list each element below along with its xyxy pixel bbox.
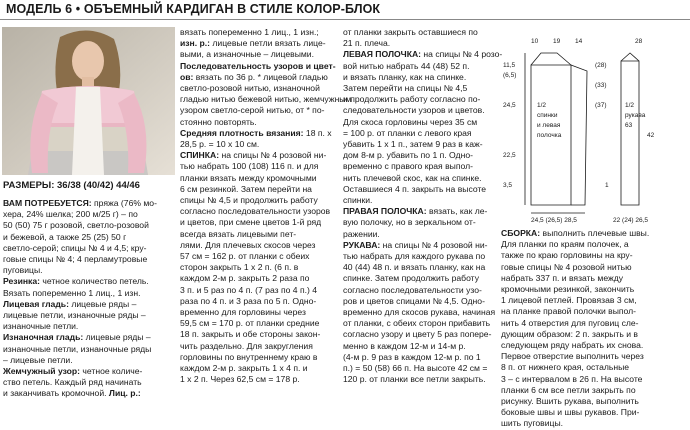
- text-line: [180, 184, 335, 195]
- text-line: [180, 307, 335, 318]
- text-line-body: 6 см резинкой. Затем перейти на: [180, 183, 312, 194]
- text-line-body: согласно последовательности узоров: [180, 206, 331, 217]
- text-line-body: говые спицы № 4; 4 перламутровые: [3, 254, 148, 265]
- text-line: [501, 340, 687, 351]
- text-line-body: от планки закрыть оставшиеся по: [343, 27, 478, 37]
- diagram-label: 42: [647, 132, 655, 139]
- text-line: [180, 374, 335, 385]
- text-line: [3, 288, 175, 299]
- text-line-body: дом 8-м р. убавить по 1 п. Одно-: [343, 150, 473, 161]
- text-line-body: п.) = 50 (58) 66 п. На высоте 42 см =: [343, 363, 488, 374]
- text-line-body: ство петель. Каждый ряд начинать: [3, 377, 142, 388]
- text-line: [3, 254, 175, 265]
- text-line-body: вую полочку, но в зеркальном от-: [343, 217, 476, 228]
- text-line-body: 8 п. от нижнего края, остальные: [501, 362, 630, 373]
- text-line-body: лицевые петли, изнаночные ряды –: [3, 310, 146, 321]
- text-line: [3, 388, 175, 399]
- text-line-body: на спицы № 4 розо-: [421, 49, 503, 60]
- text-column-materials: [3, 198, 175, 400]
- text-line: [3, 321, 175, 332]
- text-line-body: всегда вязать лицевыми пет-: [180, 228, 297, 239]
- text-line-body: нить плечевой скос, как на спинке.: [343, 172, 482, 183]
- diagram-label: (6,5): [503, 72, 517, 79]
- text-line: [3, 198, 175, 209]
- text-line: [501, 228, 687, 239]
- diagram-label: 11,5: [503, 62, 516, 69]
- text-line-body: 57 см = 162 р. от планки с обеих: [180, 251, 310, 262]
- text-line: [180, 139, 335, 150]
- text-line: [180, 285, 335, 296]
- text-line: [180, 229, 335, 240]
- text-line-body: изнаночные петли.: [3, 321, 79, 332]
- diagram-label: 1: [605, 182, 609, 189]
- text-line-body: выми, а изнаночные – лицевыми.: [180, 49, 314, 60]
- text-line-body: чить раздельно. Для закругления: [180, 340, 313, 351]
- text-line-lead: Последовательность узоров и цвет-: [180, 60, 336, 71]
- text-line: [343, 217, 493, 228]
- text-line: [180, 195, 335, 206]
- diagram-label: 1/2: [625, 102, 635, 109]
- text-line: [343, 161, 493, 172]
- text-line-body: тью набрать 100 (108) 116 п. и для: [180, 161, 319, 172]
- text-line: [180, 363, 335, 374]
- text-line-body: (4-м р. 9 раз в каждом 12-м р. по 1: [343, 351, 481, 362]
- text-line-body: и цветов, при смене цветов 1-й ряд: [180, 217, 322, 228]
- text-line-body: Для планки по краям полочек, а: [501, 239, 629, 250]
- text-line-body: 59,5 см = 170 р. от планки средние: [180, 318, 320, 329]
- text-line-lead: Средняя плотность вязания:: [180, 127, 304, 138]
- diagram-label: (33): [595, 82, 607, 89]
- text-line-lead: ВАМ ПОТРЕБУЕТСЯ:: [3, 198, 92, 208]
- diagram-label: (37): [595, 102, 607, 109]
- text-line-body: от планки, с обеих сторон прибавить: [343, 318, 491, 329]
- text-line: [3, 310, 175, 321]
- text-line-body: и вязать планку, как на спинке.: [343, 71, 467, 82]
- diagram-label: (28): [595, 62, 607, 69]
- text-line-body: изнаночные петли, изнаночные ряды: [3, 343, 152, 354]
- text-line: [501, 284, 687, 295]
- text-line: [343, 139, 493, 150]
- text-line: [343, 206, 493, 217]
- model-photo: [2, 27, 175, 175]
- text-line-body: лицевые ряды –: [83, 332, 151, 343]
- text-line-body: 1 х 2 п. Через 62,5 см = 178 р.: [180, 374, 300, 385]
- text-line-body: 120 р. от планки все петли закрыть.: [343, 374, 486, 385]
- text-line: [343, 150, 493, 161]
- diagram-label: полочка: [537, 132, 562, 139]
- text-line-body: пуговицы.: [3, 265, 43, 276]
- text-line-body: гладью нитью бежевой нитью, жемчужным: [180, 94, 352, 105]
- text-line-body: нить 4 отверстия для пуговиц сле-: [501, 317, 639, 328]
- text-line-body: кромочными резинкой, закончить: [501, 284, 635, 295]
- diagram-label: 22,5: [503, 152, 516, 159]
- text-line: [180, 341, 335, 352]
- diagram-label: 10: [531, 38, 539, 45]
- text-line: [180, 27, 335, 38]
- text-line-body: на планке правой полочки выпол-: [501, 306, 637, 317]
- text-line: [343, 240, 493, 251]
- text-line-body: и бежевой, а также 25 (25) 50 г: [3, 231, 127, 242]
- text-line-body: лицевые петли вязать лице-: [210, 38, 326, 49]
- text-line: [343, 273, 493, 284]
- text-line-body: набрать 337 п. и вязать между: [501, 272, 624, 283]
- text-line: [343, 72, 493, 83]
- text-line: [343, 341, 493, 352]
- text-line-body: светло-серой; спицы № 4 и 4,5; кру-: [3, 242, 147, 253]
- text-line-body: 3 п. и 5 раз по 4 п. (7 раз по 4 п.) 4: [180, 284, 318, 295]
- text-line-lead: Изнаночная гладь:: [3, 332, 84, 343]
- text-line-body: 21 п. плеча.: [343, 38, 391, 49]
- text-line: [343, 251, 493, 262]
- text-line: [3, 276, 175, 287]
- text-line-body: 18 п. х: [303, 127, 332, 138]
- diagram-label: 14: [575, 38, 583, 45]
- text-line-body: и продолжить работу согласно по-: [343, 94, 481, 105]
- text-line: [501, 295, 687, 306]
- diagram-label: 19: [553, 38, 561, 45]
- text-line: [501, 362, 687, 373]
- text-line-body: следовательности узоров и цветов.: [343, 105, 485, 116]
- text-line: [180, 296, 335, 307]
- text-line-body: согласно последовательности узо-: [343, 284, 482, 295]
- text-line-body: раза по 4 п. и 3 раза по 5 п. Одно-: [180, 295, 317, 306]
- text-line: [501, 318, 687, 329]
- text-line: [180, 117, 335, 128]
- text-line-body: 28,5 р. = 10 х 10 см.: [180, 139, 260, 150]
- text-line: [501, 407, 687, 418]
- text-line-lead: СПИНКА:: [180, 150, 220, 161]
- text-line: [180, 262, 335, 273]
- text-line: [343, 229, 493, 240]
- text-line: [3, 209, 175, 220]
- text-line: [180, 94, 352, 105]
- text-line-lead: СБОРКА:: [501, 228, 541, 238]
- text-line-body: рисунку. Вшить рукава, выполнить: [501, 396, 639, 407]
- text-line-body: Вязать попеременно 1 лиц., 1 изн.: [3, 287, 141, 298]
- text-line-body: временно для горловины через: [180, 307, 306, 318]
- text-line-body: спинки.: [343, 195, 373, 206]
- text-line-body: шить пуговицы.: [501, 418, 564, 429]
- text-line: [3, 344, 175, 355]
- diagram-label: 24,5: [503, 102, 516, 109]
- text-line: [180, 318, 335, 329]
- text-line: [3, 243, 175, 254]
- diagram-label: 1/2: [537, 102, 547, 109]
- text-line: [343, 61, 493, 72]
- text-line: [343, 307, 496, 318]
- sizes-heading: РАЗМЕРЫ: 36/38 (40/42) 44/46: [3, 180, 140, 191]
- text-line-body: боковые швы и швы рукавов. При-: [501, 407, 640, 418]
- text-line: [343, 352, 493, 363]
- text-line-body: стоянно повторять.: [180, 116, 257, 127]
- text-line-body: 50 (50) 75 г розовой, светло-розовой: [3, 220, 149, 231]
- text-line-body: лями. Для плечевых скосов через: [180, 239, 316, 250]
- text-line: [501, 250, 687, 261]
- text-line-body: убавить 1 х 1 п., затем 9 раз в каж-: [343, 139, 483, 150]
- text-line: [180, 72, 335, 83]
- text-line-body: тью набрать для каждого рукава по: [343, 251, 486, 262]
- text-line: [180, 329, 335, 340]
- text-line: [343, 94, 493, 105]
- text-line: [180, 128, 335, 139]
- text-line-body: и заканчивать кромочной.: [3, 388, 107, 399]
- text-line-lead: изн. р.:: [180, 38, 211, 49]
- text-line-body: временно с правого края выпол-: [343, 161, 473, 172]
- text-line-body: Для скоса горловины через 35 см: [343, 116, 478, 127]
- text-line-body: 3 – с интервалом в 26 п. На высоте: [501, 373, 643, 384]
- text-line-body: лицевые ряды –: [68, 298, 137, 309]
- text-line: [3, 220, 175, 231]
- text-line: [180, 38, 335, 49]
- text-line-body: Первое отверстие выполнить через: [501, 351, 644, 362]
- text-column-back: [180, 27, 352, 386]
- text-line-body: пряжа (76% мо-: [91, 198, 157, 208]
- text-line: [343, 184, 493, 195]
- text-line-body: = 100 р. от планки с левого края: [343, 127, 472, 138]
- text-line-body: спицы № 4,5 и продолжить работу: [180, 195, 318, 206]
- text-line: [343, 195, 493, 206]
- text-line-body: выполнить плечевые швы.: [540, 228, 650, 238]
- text-line: [180, 173, 335, 184]
- text-line: [343, 38, 493, 49]
- text-line-body: сторон закрыть 1 х 2 п. (6 п. в: [180, 262, 299, 273]
- text-line-body: 1 лицевой петлей. Провязав 3 см,: [501, 295, 637, 306]
- text-line-body: 40 (44) 48 п. и вязать планку, как на: [343, 262, 486, 273]
- text-line-body: горловины по внутреннему краю в: [180, 351, 318, 362]
- text-line-body: узором светло-серой нитью, от * по-: [180, 105, 325, 116]
- text-line: [501, 396, 687, 407]
- text-line: [343, 128, 493, 139]
- text-column-fronts-sleeves: [343, 27, 503, 386]
- pattern-diagrams: [501, 27, 687, 225]
- text-line: [501, 418, 687, 429]
- text-line-body: четное количество петель.: [40, 276, 149, 287]
- text-line: [180, 150, 335, 161]
- diagram-label: 22 (24) 26,5: [613, 217, 649, 224]
- page-header: [0, 0, 690, 20]
- text-line: [343, 49, 503, 60]
- model-photo-illustration: [2, 27, 175, 175]
- text-line: [343, 318, 493, 329]
- diagram-label: 28: [635, 38, 643, 45]
- text-line: [501, 239, 687, 250]
- text-line: [501, 385, 687, 396]
- text-line-body: каждом 2-м р. закрыть 1 х 4 п. и: [180, 363, 308, 374]
- text-line: [3, 232, 175, 243]
- text-line: [501, 329, 687, 340]
- text-line-body: на спицы № 4 розовой ни-: [380, 239, 488, 250]
- text-line: [3, 299, 175, 310]
- diagram-labels: [503, 38, 655, 224]
- text-line: [3, 265, 175, 276]
- text-line-lead: ов:: [180, 71, 194, 82]
- text-line: [180, 83, 335, 94]
- text-column-assembly: [501, 228, 687, 430]
- diagram-label: 24,5 (26,5) 28,5: [531, 217, 577, 224]
- text-line-body: менно в каждом 12-м и 14-м р.: [343, 340, 466, 351]
- text-line: [343, 83, 493, 94]
- text-line-lead: ПРАВАЯ ПОЛОЧКА:: [343, 206, 427, 217]
- text-line: [343, 296, 493, 307]
- text-line-body: на спицы № 4 розовой ни-: [219, 150, 327, 161]
- text-line-body: ражении.: [343, 228, 380, 239]
- text-line-body: Затем перейти на спицы № 4,5: [343, 83, 468, 94]
- text-line: [180, 273, 335, 284]
- text-line: [180, 217, 335, 228]
- text-line-body: светло-розовой нитью, изнаночной: [180, 83, 320, 94]
- pattern-schematic: [501, 27, 687, 225]
- text-line-lead: Резинка:: [3, 276, 40, 287]
- text-line: [343, 329, 493, 340]
- text-line-body: говые спицы № 4 розовой нитью: [501, 261, 632, 272]
- text-line: [343, 363, 493, 374]
- page-title: МОДЕЛЬ 6 • ОБЪЕМНЫЙ КАРДИГАН В СТИЛЕ КОЛОР-БЛОК: [6, 2, 381, 16]
- text-line: [180, 206, 335, 217]
- text-line: [343, 173, 493, 184]
- diagram-label: рукава: [625, 112, 646, 119]
- text-line-body: каждом 2-м р. закрыть 2 раза по: [180, 273, 310, 284]
- text-line: [180, 251, 335, 262]
- text-line-body: вязать по 36 р. * лицевой гладью: [193, 71, 328, 82]
- text-line-body: согласно узору и цвету 5 раз попере-: [343, 329, 492, 340]
- diagram-label: 63: [625, 122, 633, 129]
- text-line-body: дующим образом: 2 п. закрыть и в: [501, 328, 638, 339]
- text-line-body: планки вязать между кромочными: [180, 172, 317, 183]
- text-line: [180, 240, 335, 251]
- text-line-lead: Жемчужный узор:: [3, 366, 81, 377]
- text-line-lead: Лицевая гладь:: [3, 298, 69, 309]
- text-line-lead: РУКАВА:: [343, 239, 381, 250]
- text-line: [180, 105, 335, 116]
- text-line: [343, 117, 493, 128]
- text-line: [501, 374, 687, 385]
- text-line: [501, 306, 687, 317]
- text-line: [180, 161, 335, 172]
- text-line: [501, 351, 687, 362]
- text-line: [343, 262, 493, 273]
- text-line-body: вязать попеременно 1 лиц., 1 изн.;: [180, 27, 319, 37]
- text-line-body: также по краю горловины на кру-: [501, 250, 633, 261]
- text-line: [3, 332, 175, 343]
- text-line-body: Оставшиеся 4 п. закрыть на высоте: [343, 183, 487, 194]
- text-line-body: вязать, как ле-: [426, 206, 488, 217]
- text-line: [180, 61, 335, 72]
- diagram-label: 3,5: [503, 182, 513, 189]
- text-line: [3, 377, 175, 388]
- text-line: [3, 366, 175, 377]
- text-line-body: спинке. Затем продолжить работу: [343, 273, 479, 284]
- text-line: [343, 285, 493, 296]
- text-line-body: ров и цветов спицами № 4,5. Одно-: [343, 295, 485, 306]
- diagram-label: и левая: [537, 122, 561, 129]
- text-line: [501, 273, 687, 284]
- diagram-label: спинки: [537, 112, 558, 119]
- text-line-body: планки 6 см все петли закрыть по: [501, 384, 636, 395]
- text-line-body: хера, 24% шелка; 200 м/25 г) – по: [3, 209, 138, 220]
- text-line: [180, 49, 335, 60]
- text-line-body: – лицевые петли.: [3, 354, 73, 365]
- text-line-body: четное количе-: [80, 366, 143, 377]
- text-line-body: временно для скосов рукава, начиная: [343, 307, 496, 318]
- text-line-body: следующем ряду набрать их снова.: [501, 340, 644, 351]
- text-line-lead: ЛЕВАЯ ПОЛОЧКА:: [343, 49, 422, 60]
- text-line: [343, 27, 493, 38]
- text-line-body: 18 п. закрыть и обе стороны закон-: [180, 329, 321, 340]
- text-line: [501, 262, 687, 273]
- text-line: [343, 374, 493, 385]
- text-line-body: вой нитью набрать 44 (48) 52 п.: [343, 60, 470, 71]
- text-line-tail: Лиц. р.:: [106, 388, 141, 399]
- text-line: [343, 105, 493, 116]
- text-line: [180, 352, 335, 363]
- text-line: [3, 355, 175, 366]
